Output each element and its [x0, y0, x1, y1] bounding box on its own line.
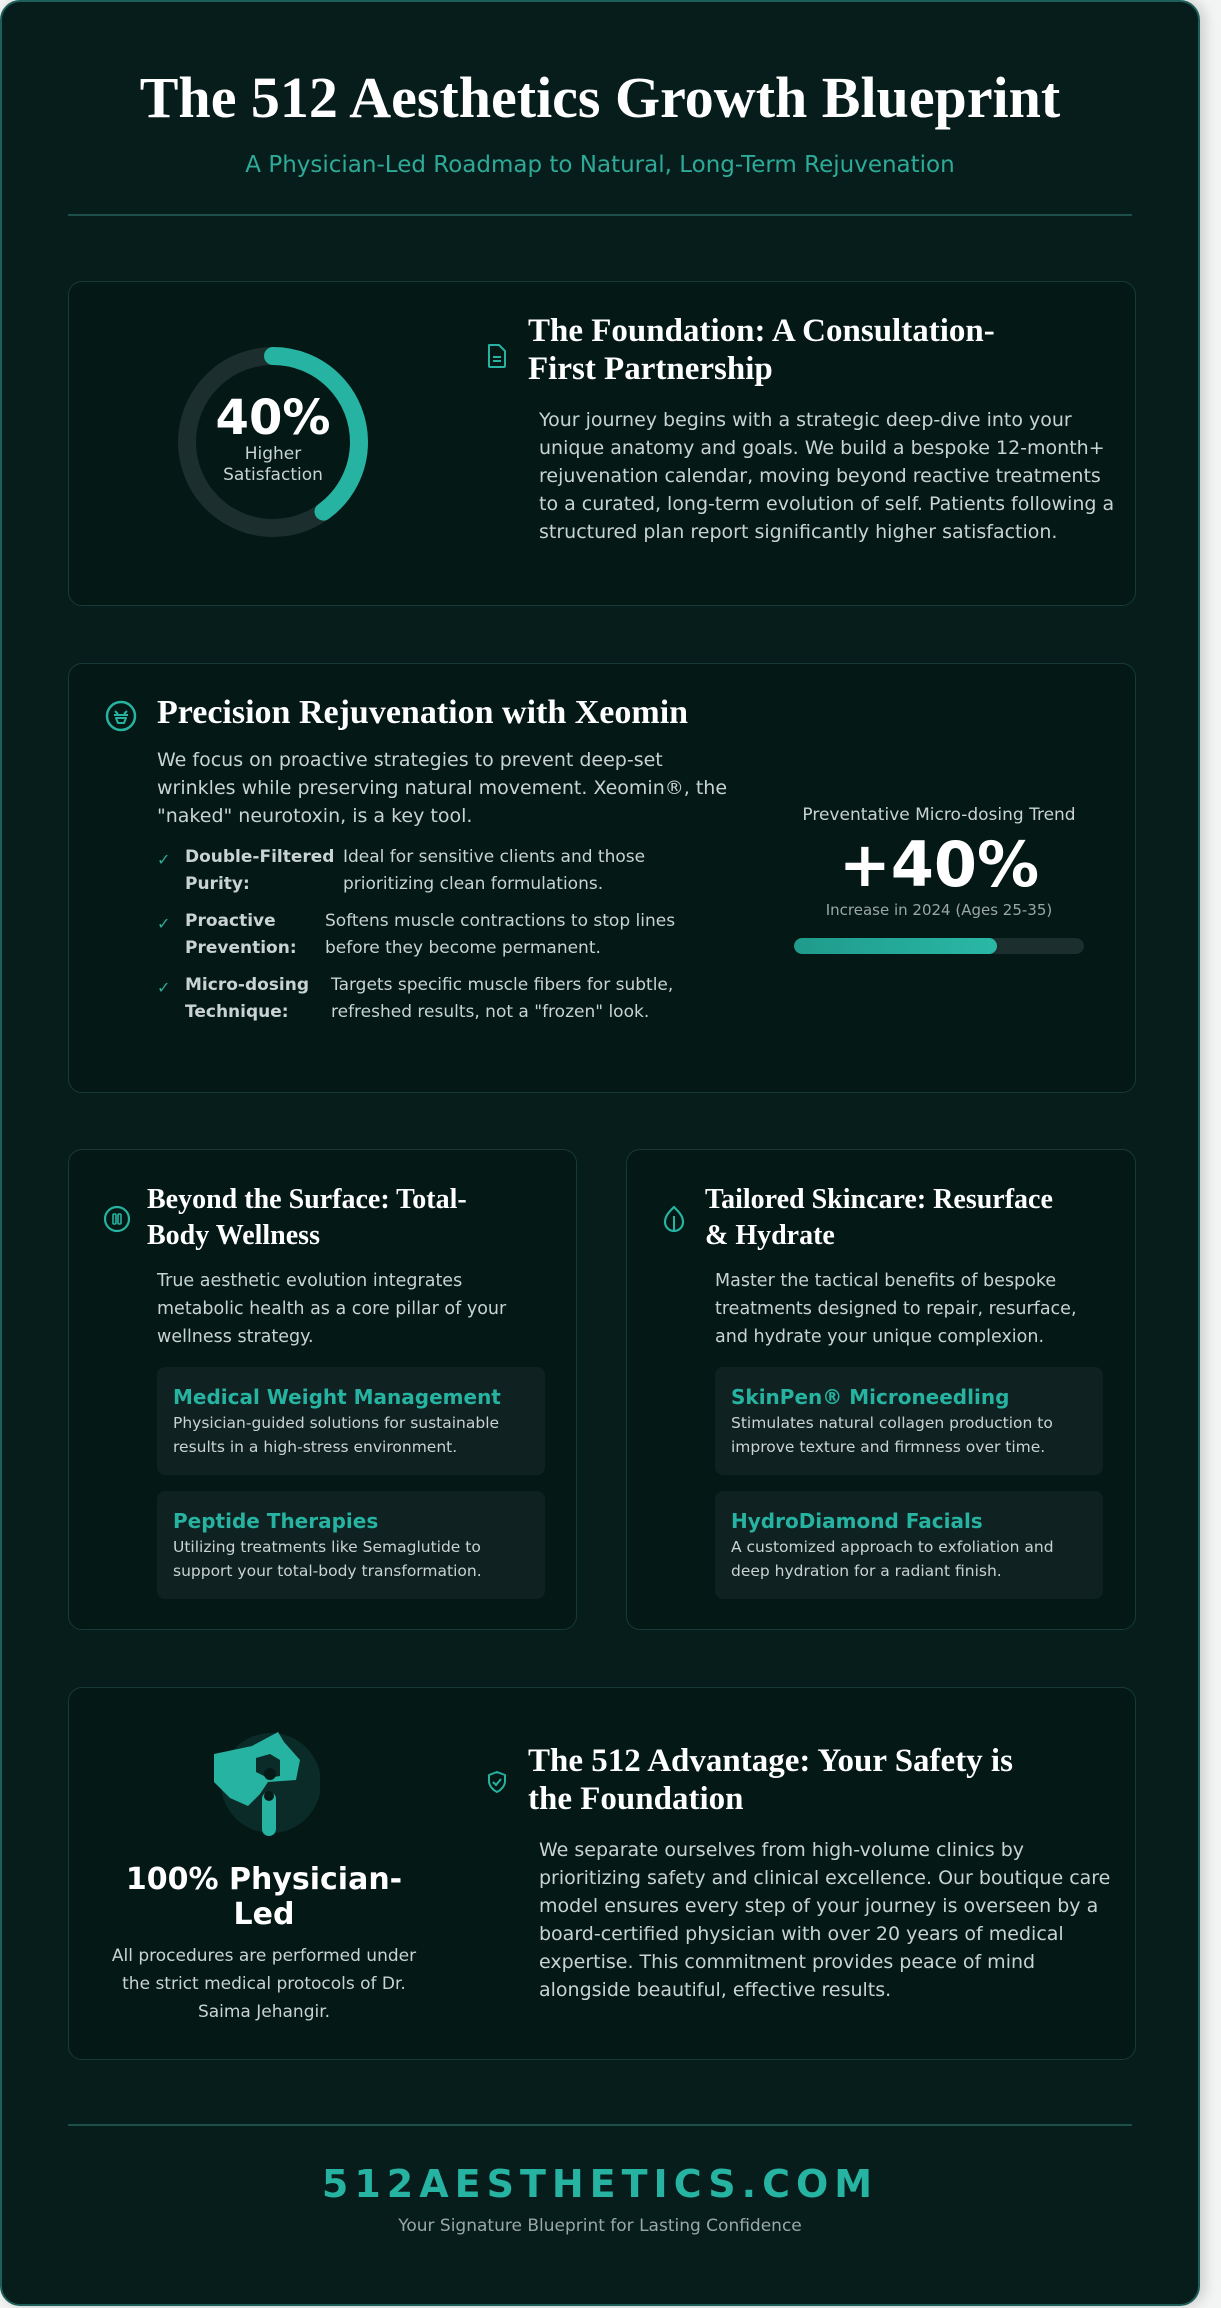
check-icon: ✓: [157, 914, 171, 933]
benefit-desc: Softens muscle contractions to stop lines before they become permanent.: [325, 911, 676, 958]
skincare-title: [705, 1182, 1125, 1254]
wellness-title-line1: Beyond the Surface: Total-: [147, 1184, 467, 1215]
service-desc: Stimulates natural collagen production to improve texture and firmness over time.: [731, 1414, 1053, 1456]
trend-value: +40%: [838, 828, 1040, 901]
stat-label-line1: Higher: [244, 444, 302, 464]
skincare-card: [626, 1149, 1136, 1630]
trend-label: Preventative Micro-dosing Trend: [802, 805, 1076, 825]
benefit-desc: Ideal for sensitive clients and those prioritizing clean formulations.: [343, 847, 646, 894]
trend-subtitle: Increase in 2024 (Ages 25-35): [825, 901, 1053, 919]
stethoscope-icon: [208, 1732, 320, 1842]
foundation-body: Your journey begins with a strategic deep-dive into your unique anatomy and goals. We build a bespoke 12-month+ rejuvenation calendar, moving beyond reactive treatments to a curated, long-term evolution of self. Patients following a structured plan report significantly higher satisfaction.: [539, 409, 1115, 543]
service-desc: Physician-guided solutions for sustainable results in a high-stress environment.: [173, 1414, 500, 1456]
page-subtitle: A Physician-Led Roadmap to Natural, Long-Term Rejuvenation: [245, 152, 955, 178]
service-title: SkinPen® Microneedling: [731, 1385, 1010, 1409]
benefit-list: [157, 844, 717, 1036]
service-desc: A customized approach to exfoliation and deep hydration for a radiant finish.: [731, 1538, 1054, 1580]
advantage-title: [528, 1742, 1108, 1818]
service-desc: Utilizing treatments like Semaglutide to support your total-body transformation.: [173, 1538, 482, 1580]
benefit-item: [157, 972, 717, 1026]
droplet-icon: [661, 1204, 687, 1238]
trend-stat: [789, 804, 1089, 954]
footer-divider: [68, 2124, 1132, 2126]
wellness-title: [147, 1182, 567, 1254]
pill-icon: [103, 1205, 131, 1237]
wellness-body: True aesthetic evolution integrates metabolic health as a core pillar of your wellness strategy.: [157, 1271, 507, 1347]
stat-label-line2: Satisfaction: [223, 465, 323, 485]
shield-check-icon: [486, 1770, 508, 1798]
benefit-term: Micro-dosing Technique:: [185, 975, 310, 1022]
face-icon: [105, 700, 137, 736]
service-title: Peptide Therapies: [173, 1509, 379, 1533]
service-box-peptide: [157, 1491, 545, 1599]
physician-led-title-line2: Led: [233, 1897, 295, 1932]
satisfaction-ring: [175, 344, 371, 540]
advantage-title-line2: the Foundation: [528, 1781, 744, 1817]
xeomin-title: Precision Rejuvenation with Xeomin: [157, 694, 689, 731]
foundation-card: [68, 281, 1136, 606]
service-title: HydroDiamond Facials: [731, 1509, 983, 1533]
header: [2, 58, 1198, 180]
wellness-card: [68, 1149, 577, 1630]
advantage-card: [68, 1687, 1136, 2060]
service-box-weight: [157, 1367, 545, 1475]
page-title: The 512 Aesthetics Growth Blueprint: [139, 65, 1061, 130]
physician-led-title-line1: 100% Physician-: [125, 1862, 403, 1897]
stat-value: 40%: [215, 390, 331, 446]
foundation-title-line2: First Partnership: [528, 351, 773, 387]
check-icon: ✓: [157, 850, 171, 869]
service-box-hydrodiamond: [715, 1491, 1103, 1599]
physician-led-title: [99, 1862, 429, 1932]
xeomin-body: We focus on proactive strategies to prevent deep-set wrinkles while preserving natural movement. Xeomin®, the "naked" neurotoxin, is a key tool.: [157, 749, 728, 827]
ring-center: [175, 344, 371, 540]
benefit-item: [157, 908, 717, 962]
foundation-title-line1: The Foundation: A Consultation-: [528, 313, 995, 349]
skincare-title-line2: & Hydrate: [705, 1220, 835, 1251]
skincare-body: Master the tactical benefits of bespoke treatments designed to repair, resurface, and hydrate your unique complexion.: [715, 1271, 1077, 1347]
benefit-term: Proactive Prevention:: [185, 911, 297, 958]
foundation-title: [528, 312, 1088, 388]
wellness-title-line2: Body Wellness: [147, 1220, 320, 1251]
advantage-body: We separate ourselves from high-volume clinics by prioritizing safety and clinical excellence. Our boutique care model ensures every step of your journey is overseen by a board-certified physician with over 20 years of medical expertise. This commitment provides peace of mind alongside beautiful, effective results.: [539, 1839, 1111, 2001]
benefit-item: [157, 844, 717, 898]
header-divider: [68, 214, 1132, 216]
footer-website-link[interactable]: 512AESTHETICS.COM: [321, 2162, 879, 2206]
service-box-skinpen: [715, 1367, 1103, 1475]
trend-progress-fill: [794, 938, 997, 954]
check-icon: ✓: [157, 978, 171, 997]
document-icon: [486, 343, 508, 373]
advantage-title-line1: The 512 Advantage: Your Safety is: [528, 1743, 1013, 1779]
service-title: Medical Weight Management: [173, 1385, 501, 1409]
physician-led-text: All procedures are performed under the strict medical protocols of Dr. Saima Jehangir.: [111, 1946, 417, 2022]
footer-tagline: Your Signature Blueprint for Lasting Confidence: [398, 2216, 802, 2236]
benefit-term: Double-Filtered Purity:: [185, 847, 335, 894]
trend-progress-bar: [794, 938, 1084, 954]
xeomin-card: [68, 663, 1136, 1093]
skincare-title-line1: Tailored Skincare: Resurface: [705, 1184, 1053, 1215]
benefit-desc: Targets specific muscle fibers for subtle, refreshed results, not a "frozen" look.: [331, 975, 674, 1022]
